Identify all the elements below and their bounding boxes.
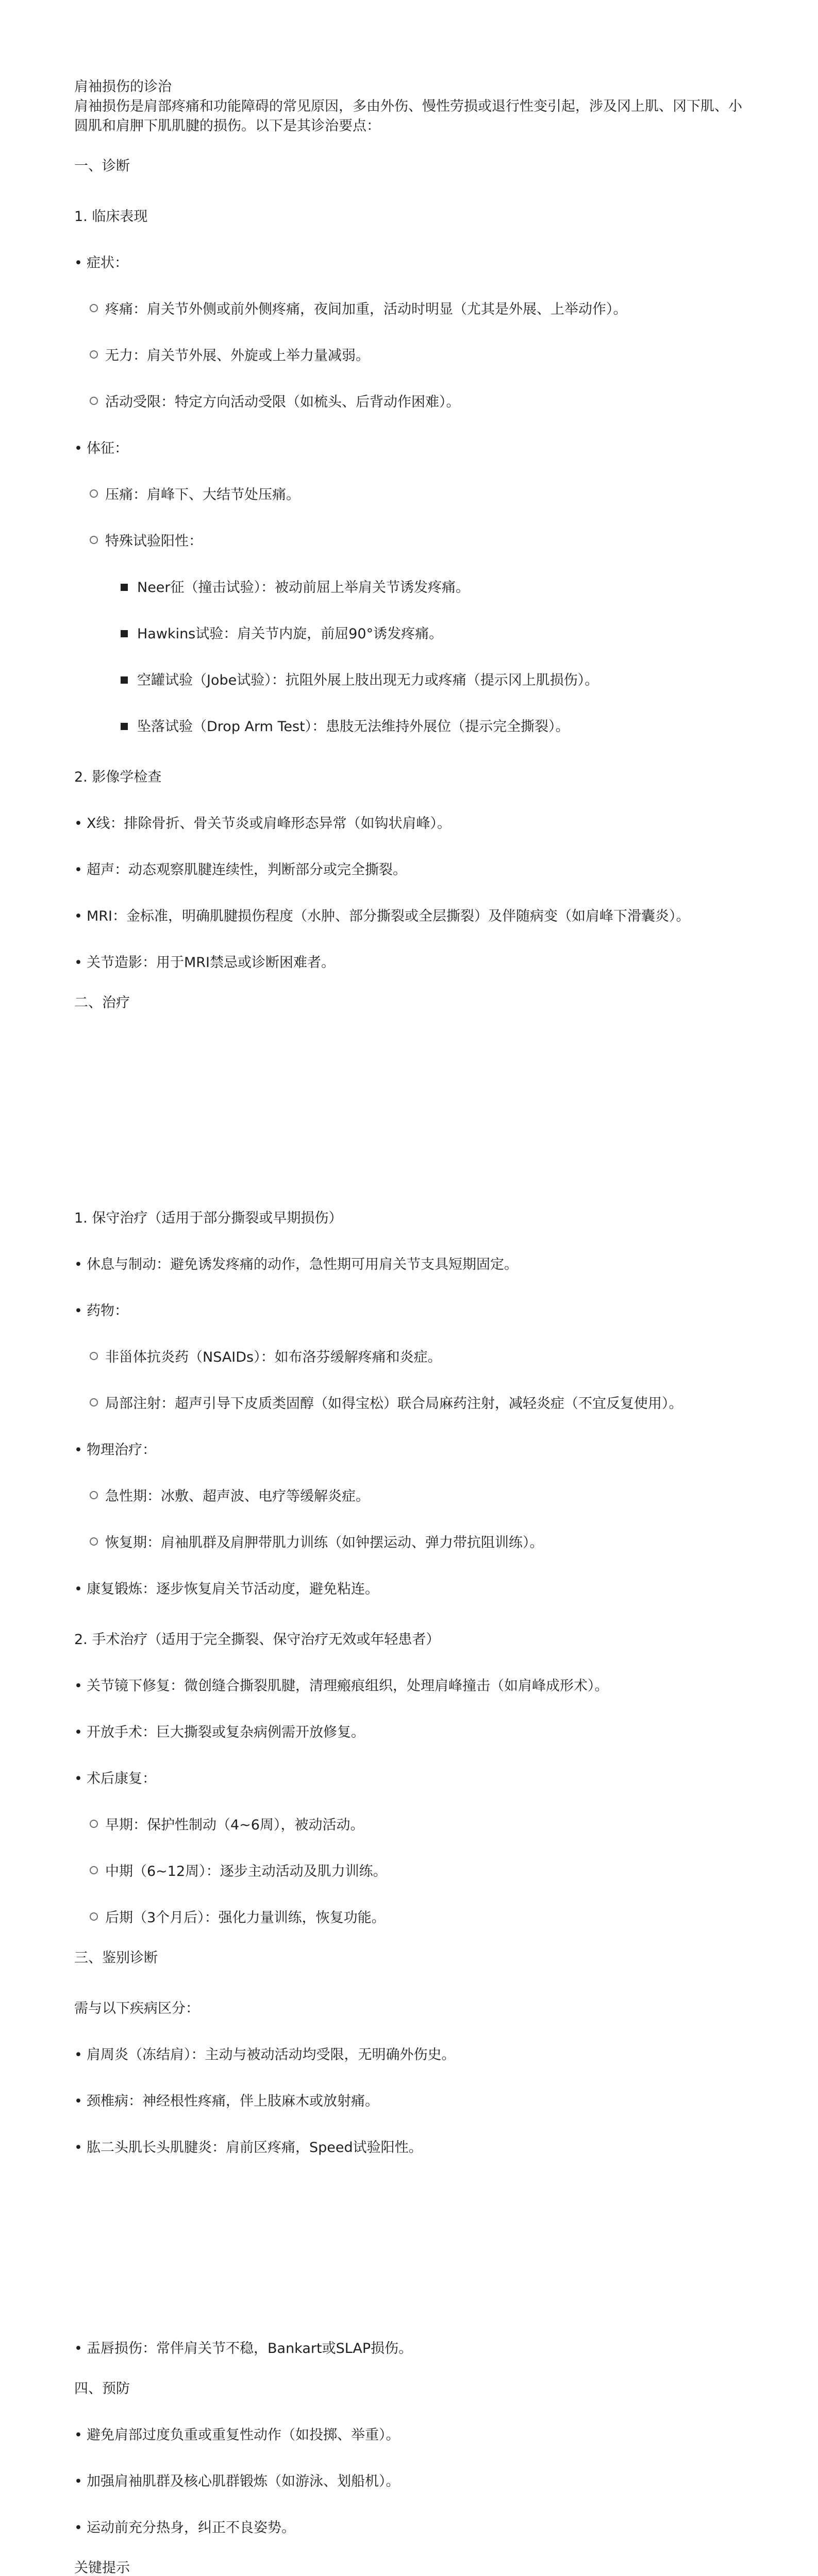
document <box>74 77 744 2576</box>
surgery-item: • 开放手术：巨大撕裂或复杂病例需开放修复。 <box>74 1724 365 1740</box>
post-item: 中期（6~12周）：逐步主动活动及肌力训练。 <box>74 1862 744 1882</box>
subhead-conservative: 1. 保守治疗（适用于部分撕裂或早期损伤） <box>74 1210 343 1226</box>
test-item: Hawkins试验：肩关节内旋，前屈90°诱发疼痛。 <box>74 624 744 644</box>
sign-special: 特殊试验阳性： <box>74 532 744 551</box>
item-symptoms: • 症状： <box>74 255 128 271</box>
test-item: 空罐试验（Jobe试验）：抗阻外展上肢出现无力或疼痛（提示冈上肌损伤）。 <box>74 671 744 690</box>
imaging-item: • MRI：金标准，明确肌腱损伤程度（水肿、部分撕裂或全层撕裂）及伴随病变（如肩峰下滑囊炎）。 <box>74 908 690 924</box>
diff-item: • 盂唇损伤：常伴肩关节不稳，Bankart或SLAP损伤。 <box>74 2341 413 2357</box>
prevent-item: • 运动前充分热身，纠正不良姿势。 <box>74 2520 295 2536</box>
prevent-item: • 避免肩部过度负重或重复性动作（如投掷、举重）。 <box>74 2427 400 2443</box>
symptom-item: 无力：肩关节外展、外旋或上举力量减弱。 <box>74 346 744 366</box>
treat-post: • 术后康复： <box>74 1771 156 1787</box>
intro-text: 肩袖损伤是肩部疼痛和功能障碍的常见原因，多由外伤、慢性劳损或退行性变引起，涉及冈上肌、冈下肌、小圆肌和肩胛下肌肌腱的损伤。以下是其诊治要点： <box>74 98 742 134</box>
symptom-item: 活动受限：特定方向活动受限（如梳头、后背动作困难）。 <box>74 393 744 412</box>
imaging-item: • 超声：动态观察肌腱连续性，判断部分或完全撕裂。 <box>74 862 407 878</box>
subhead-clinical: 1. 临床表现 <box>74 209 148 225</box>
imaging-item: • 关节造影：用于MRI禁忌或诊断困难者。 <box>74 955 336 971</box>
drug-item: 局部注射：超声引导下皮质类固醇（如得宝松）联合局麻药注射，减轻炎症（不宜反复使用）。 <box>74 1394 744 1414</box>
diff-item: • 肱二头肌长头肌腱炎：肩前区疼痛，Speed试验阳性。 <box>74 2140 423 2156</box>
surgery-item: • 关节镜下修复：微创缝合撕裂肌腱，清理瘢痕组织，处理肩峰撞击（如肩峰成形术）。 <box>74 1678 609 1694</box>
symptom-item: 疼痛：肩关节外侧或前外侧疼痛，夜间加重，活动时明显（尤其是外展、上举动作）。 <box>74 300 744 319</box>
treat-physio: • 物理治疗： <box>74 1442 156 1458</box>
subhead-surgery: 2. 手术治疗（适用于完全撕裂、保守治疗无效或年轻患者） <box>74 1632 440 1648</box>
physio-item: 急性期：冰敷、超声波、电疗等缓解炎症。 <box>74 1487 744 1506</box>
prevent-item: • 加强肩袖肌群及核心肌群锻炼（如游泳、划船机）。 <box>74 2473 400 2489</box>
physio-item: 恢复期：肩袖肌群及肩胛带肌力训练（如钟摆运动、弹力带抗阻训练）。 <box>74 1533 744 1553</box>
test-item: 坠落试验（Drop Arm Test）：患肢无法维持外展位（提示完全撕裂）。 <box>74 717 744 737</box>
subhead-imaging: 2. 影像学检查 <box>74 769 162 785</box>
imaging-item: • X线：排除骨折、骨关节炎或肩峰形态异常（如钩状肩峰）。 <box>74 816 451 832</box>
drug-item: 非甾体抗炎药（NSAIDs）：如布洛芬缓解疼痛和炎症。 <box>74 1348 744 1367</box>
blank-gap <box>74 1013 744 1178</box>
section-diagnosis: 一、诊断 <box>74 158 130 174</box>
section-treatment: 二、治疗 <box>74 995 130 1011</box>
diff-item: • 颈椎病：神经根性疼痛，伴上肢麻木或放射痛。 <box>74 2093 379 2109</box>
page-title: 肩袖损伤的诊治 <box>74 79 172 95</box>
diff-item: • 肩周炎（冻结肩）：主动与被动活动均受限，无明确外伤史。 <box>74 2047 456 2063</box>
item-signs: • 体征： <box>74 440 128 456</box>
treat-rest: • 休息与制动：避免诱发疼痛的动作，急性期可用肩关节支具短期固定。 <box>74 1257 518 1273</box>
post-item: 早期：保护性制动（4~6周），被动活动。 <box>74 1816 744 1835</box>
post-item: 后期（3个月后）：强化力量训练，恢复功能。 <box>74 1908 744 1928</box>
section-differential: 三、鉴别诊断 <box>74 1950 158 1966</box>
test-item: Neer征（撞击试验）：被动前屈上举肩关节诱发疼痛。 <box>74 578 744 598</box>
diff-intro: 需与以下疾病区分： <box>74 2001 199 2016</box>
section-prevention: 四、预防 <box>74 2381 130 2397</box>
treat-rehab: • 康复锻炼：逐步恢复肩关节活动度，避免粘连。 <box>74 1581 379 1597</box>
blank-gap <box>74 2158 744 2312</box>
treat-drug: • 药物： <box>74 1303 128 1319</box>
sign-tender: 压痛：肩峰下、大结节处压痛。 <box>74 485 744 505</box>
section-tips: 关键提示 <box>74 2560 130 2576</box>
